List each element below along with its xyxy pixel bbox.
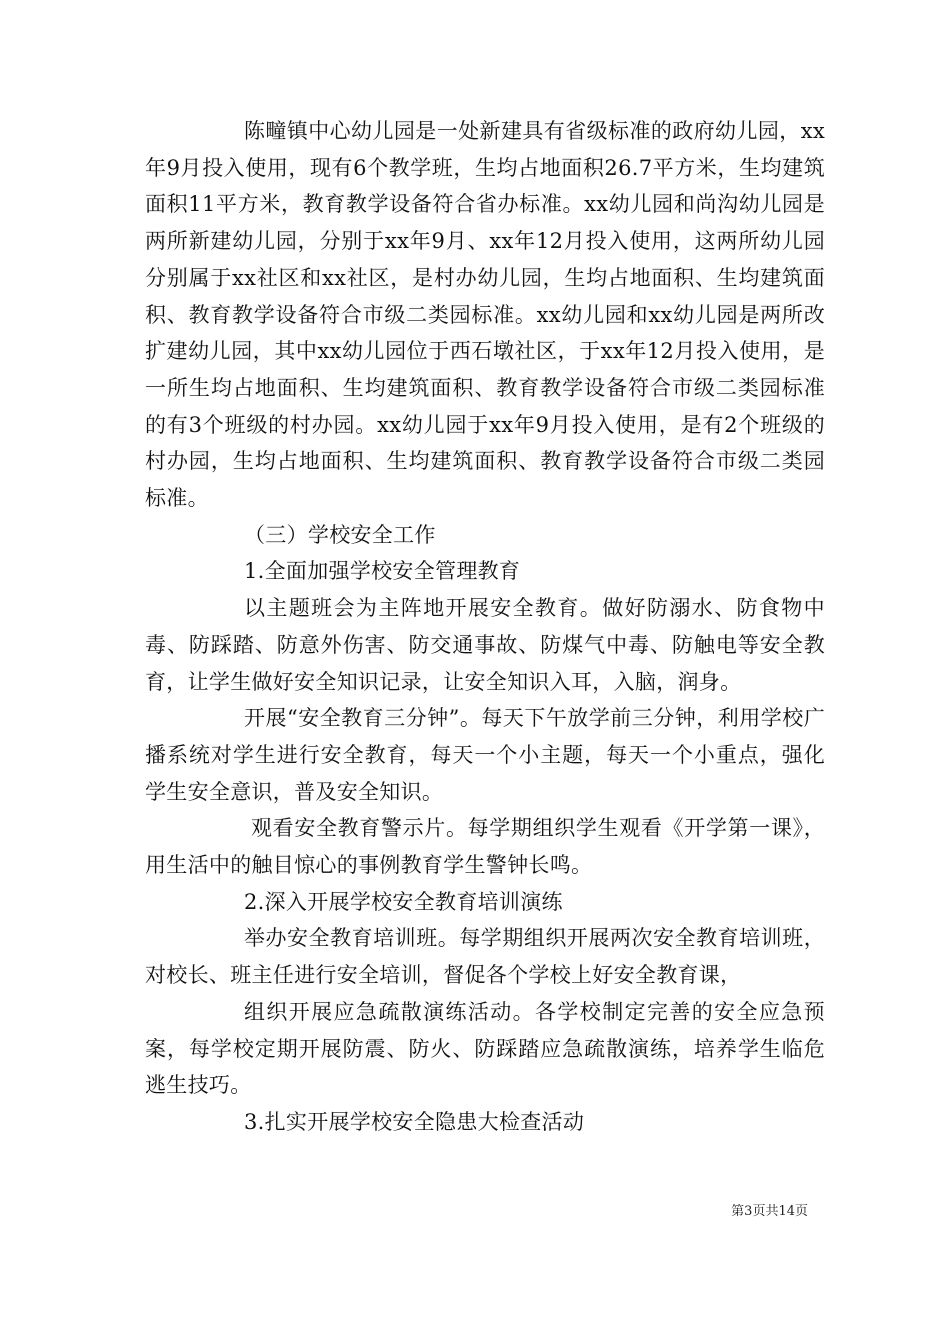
paragraph-class-meeting-education: 以主题班会为主阵地开展安全教育。做好防溺水、防食物中毒、防踩踏、防意外伤害、防交通事故、防煤气中毒、防触电等安全教育，让学生做好安全知识记录，让安全知识入耳，入脑，润身。 <box>145 596 825 694</box>
paragraph-evacuation-drill: 组织开展应急疏散演练活动。各学校制定完善的安全应急预案，每学校定期开展防震、防火、防踩踏应急疏散演练，培养学生临危逃生技巧。 <box>145 999 825 1098</box>
subheading-hazard-inspection: 3.扎实开展学校安全隐患大检查活动 <box>244 1109 585 1134</box>
section-heading-school-safety: （三）学校安全工作 <box>244 522 436 547</box>
paragraph-kindergarten-overview: 陈疃镇中心幼儿园是一处新建具有省级标准的政府幼儿园，xx年9月投入使用，现有6个教学班，生均占地面积26.7平方米，生均建筑面积11平方米，教育教学设备符合省办标准。xx幼儿园和尚沟幼儿园是两所新建幼儿园，分别于xx年9月、xx年12月投入使用，这两所幼儿园分别属于xx社区和xx社区，是村办幼儿园，生均占地面积、生均建筑面积、教育教学设备符合市级二类园标准。xx幼儿园和xx幼儿园是两所改扩建幼儿园，其中xx幼儿园位于西石墩社区，于xx年12月投入使用，是一所生均占地面积、生均建筑面积、教育教学设备符合市级二类园标准的有3个班级的村办园。xx幼儿园于xx年9月投入使用，是有2个班级的村办园，生均占地面积、生均建筑面积、教育教学设备符合市级二类园标准。 <box>145 119 825 511</box>
subheading-safety-management: 1.全面加强学校安全管理教育 <box>244 559 521 584</box>
paragraph-warning-film: 观看安全教育警示片。每学期组织学生观看《开学第一课》，用生活中的触目惊心的事例教育学生警钟长鸣。 <box>145 816 825 878</box>
paragraph-three-minutes: 开展“安全教育三分钟”。每天下午放学前三分钟，利用学校广播系统对学生进行安全教育，每天一个小主题，每天一个小重点，强化学生安全意识，普及安全知识。 <box>145 706 825 804</box>
document-body <box>145 113 825 1141</box>
paragraph-training-class: 举办安全教育培训班。每学期组织开展两次安全教育培训班，对校长、班主任进行安全培训，督促各个学校上好安全教育课， <box>145 926 825 988</box>
page-number: 第3页共14页 <box>731 1204 808 1219</box>
subheading-training-drills: 2.深入开展学校安全教育培训演练 <box>244 889 563 914</box>
